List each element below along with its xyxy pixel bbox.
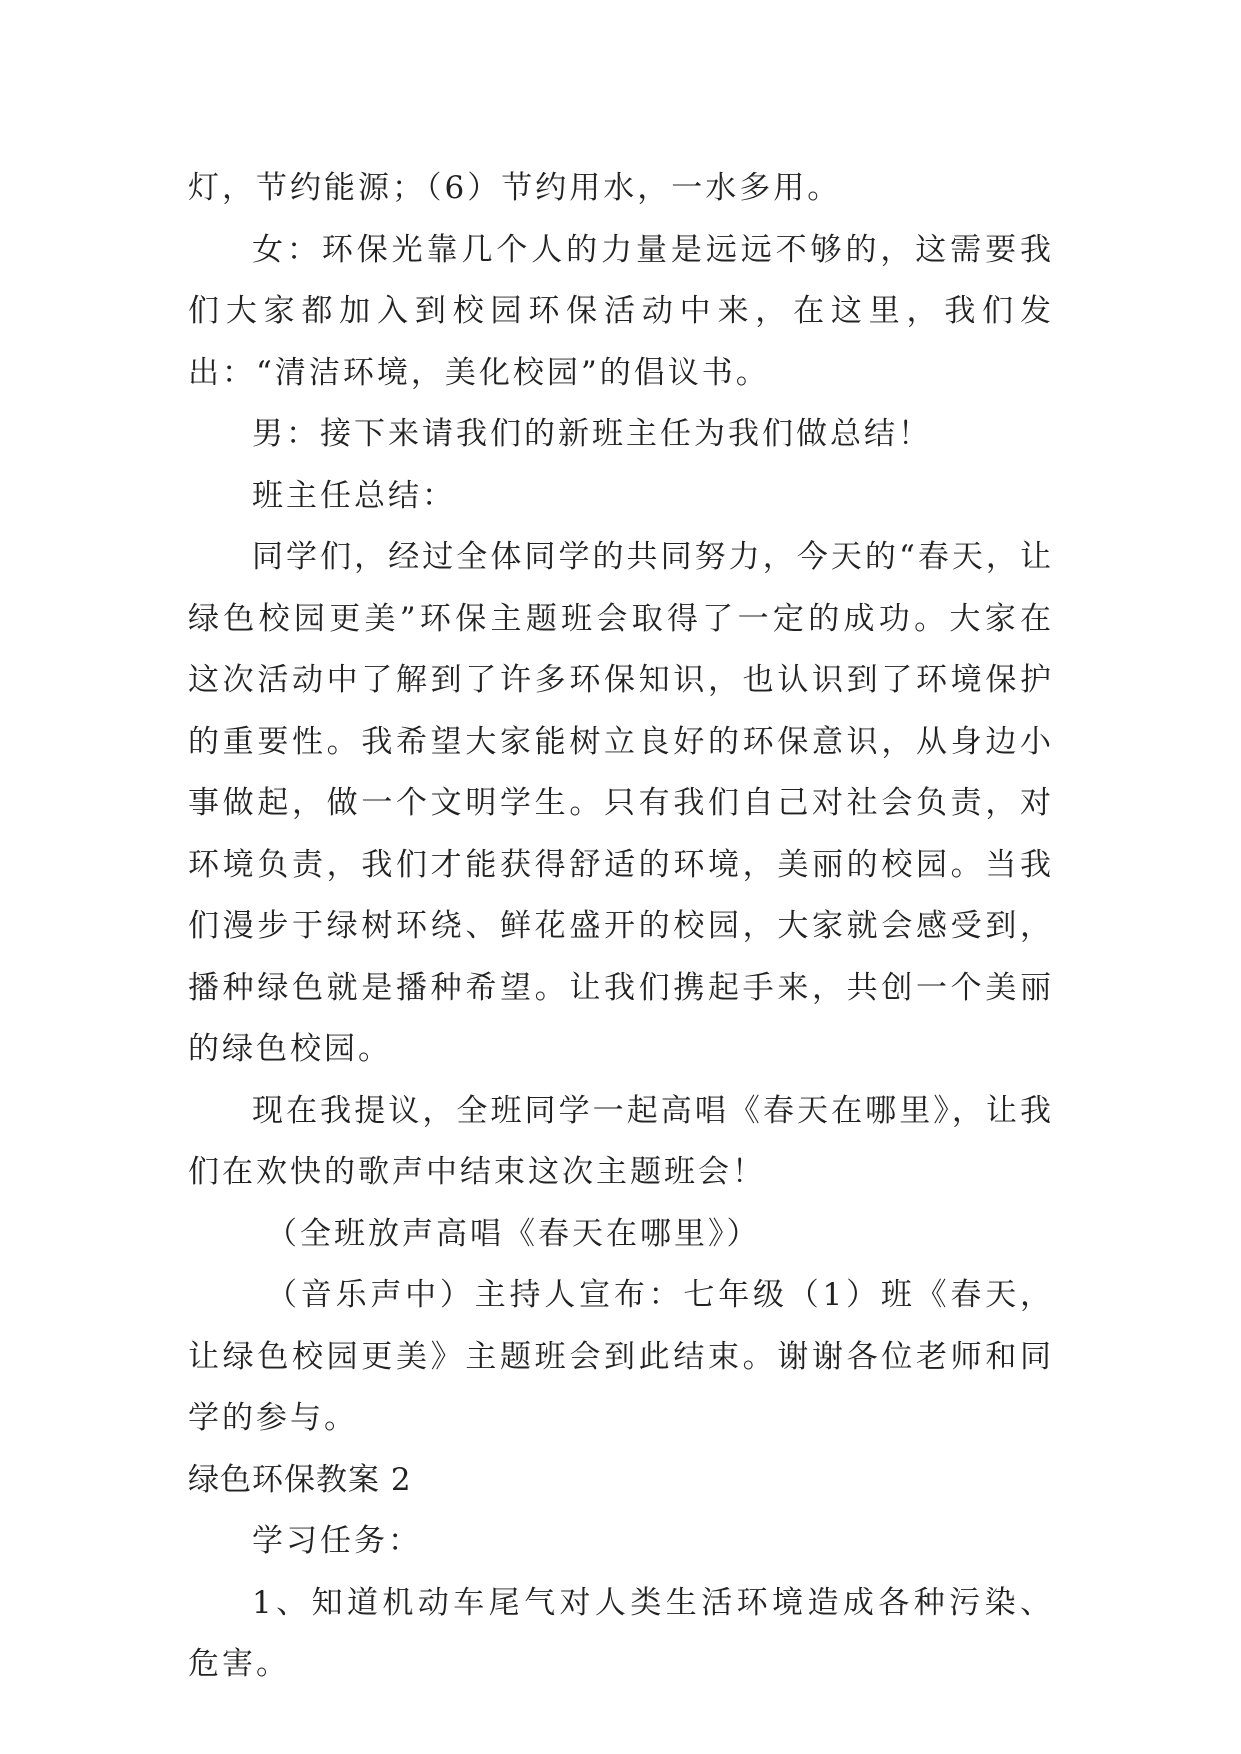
- paragraph-energy-water: 灯，节约能源；（6）节约用水，一水多用。: [188, 170, 842, 206]
- section-heading: 绿色环保教案 2: [188, 1461, 412, 1498]
- paragraph-learning-task-1: 1、知道机动车尾气对人类生活环境造成各种污染、危害。: [188, 1584, 1054, 1682]
- paragraph-song-proposal: 现在我提议，全班同学一起高唱《春天在哪里》，让我们在欢快的歌声中结束这次主题班会！: [188, 1092, 1054, 1190]
- document-body: [188, 158, 1054, 1696]
- paragraph-learning-tasks-label: 学习任务：: [252, 1523, 422, 1559]
- paragraph-teacher-summary: 同学们，经过全体同学的共同努力，今天的“春天，让绿色校园更美”环保主题班会取得了一定的成功。大家在这次活动中了解到了许多环保知识，也认识到了环境保护的重要性。我希望大家能树立良好的环保意识，从身边小事做起，做一个文明学生。只有我们自己对社会负责，对环境负责，我们才能获得舒适的环境，美丽的校园。当我们漫步于绿树环绕、鲜花盛开的校园，大家就会感受到，播种绿色就是播种希望。让我们携起手来，共创一个美丽的绿色校园。: [188, 539, 1054, 1067]
- paragraph-closing-announcement: （音乐声中）主持人宣布：七年级（1）班《春天，让绿色校园更美》主题班会到此结束。谢谢各位老师和同学的参与。: [188, 1277, 1054, 1436]
- paragraph-female-host-proposal: 女：环保光靠几个人的力量是远远不够的，这需要我们大家都加入到校园环保活动中来，在这里，我们发出：“清洁环境，美化校园”的倡议书。: [188, 231, 1054, 391]
- paragraph-male-host-intro: 男：接下来请我们的新班主任为我们做总结！: [252, 416, 932, 452]
- paragraph-teacher-summary-label: 班主任总结：: [252, 477, 456, 514]
- paragraph-class-sings: （全班放声高唱《春天在哪里》）: [266, 1215, 761, 1252]
